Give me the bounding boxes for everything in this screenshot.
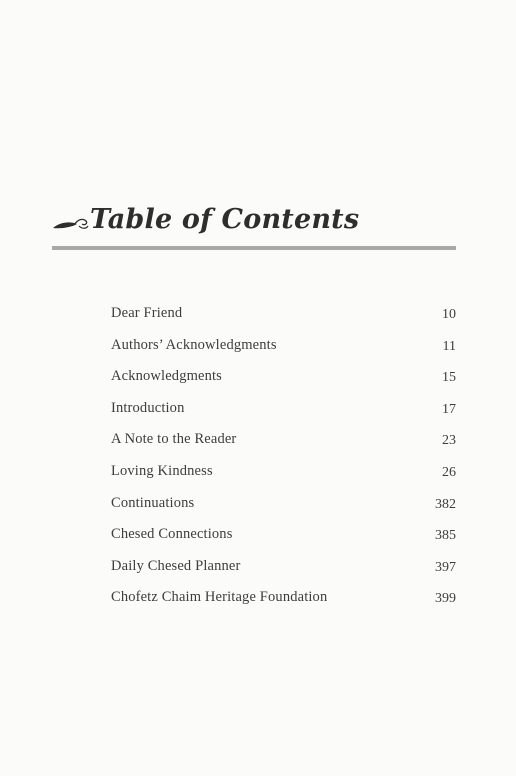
toc-entry-title: Dear Friend — [111, 305, 183, 321]
toc-entry-title: Acknowledgments — [111, 368, 222, 385]
toc-entry-page: 11 — [442, 338, 456, 354]
page-title: Table of Contents — [90, 204, 360, 235]
toc-entry-title: Chesed Connections — [111, 526, 233, 543]
toc-entry-page: 15 — [442, 370, 456, 386]
toc-entry-page: 399 — [435, 591, 456, 607]
toc-entry-title: Chofetz Chaim Heritage Foundation — [111, 589, 328, 606]
toc-entry — [111, 335, 456, 367]
title-underline — [52, 246, 456, 250]
toc-entry-page: 385 — [435, 528, 456, 544]
toc-entry-page: 17 — [442, 401, 456, 417]
toc-entry — [111, 366, 456, 398]
toc-entry-page: 26 — [442, 464, 456, 480]
toc-entry-page: 397 — [435, 559, 456, 575]
toc-list — [111, 303, 456, 619]
toc-entry-title: Loving Kindness — [111, 462, 213, 479]
toc-entry-title: Daily Chesed Planner — [111, 557, 241, 574]
toc-entry-page: 382 — [435, 496, 456, 512]
toc-header — [52, 204, 456, 244]
toc-entry-title: Authors’ Acknowledgments — [111, 336, 277, 353]
toc-entry — [111, 493, 456, 525]
toc-entry-title: A Note to the Reader — [111, 431, 237, 448]
toc-entry-title: Introduction — [111, 399, 185, 416]
toc-entry — [111, 461, 456, 493]
leaf-ornament-icon — [52, 216, 90, 232]
toc-entry-page: 23 — [442, 433, 456, 449]
toc-entry — [111, 398, 456, 430]
toc-entry — [111, 429, 456, 461]
toc-entry — [111, 303, 456, 335]
toc-entry-page: 10 — [442, 307, 456, 322]
toc-entry — [111, 556, 456, 588]
toc-entry — [111, 587, 456, 619]
toc-entry — [111, 524, 456, 556]
toc-entry-title: Continuations — [111, 494, 195, 511]
